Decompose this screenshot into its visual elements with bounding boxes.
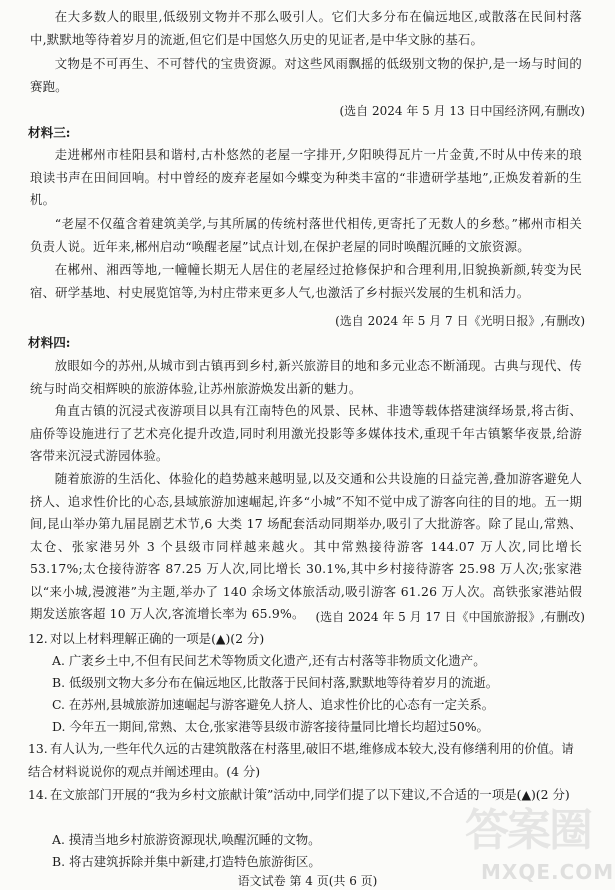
material3-paragraph-1: 走进郴州市桂阳县和谐村,古朴悠然的老屋一字排开,夕阳映得瓦片一片金黄,不时从中传来的琅琅读书声在田间回响。村中曾经的废弃老屋如今蝶变为种类丰富的“非遗研学基地”,正焕发着新的生机。 bbox=[30, 147, 582, 207]
material4-paragraph-3: 随着旅游的生活化、体验化的趋势越来越明显,以及交通和公共设施的日益完善,叠加游客避免人挤人、追求性价比的心态,县域旅游加速崛起,许多“小城”不知不觉中成了游客向往的目的地。五一期间,昆山举办第九届昆剧艺术节,6 大类 17 场配套活动同期举办,吸引了大批游客。除了昆山,常熟、太仓、张家港另外 3 个县级市同样越来越火。其中常熟接待游客 144.07 万人次,同比增长 53.17%;太仓接待游客 87.25 万人次,同比增长 30.1%,其中乡村接待游客 25.98 万人次;张家港以“来小城,漫渡港”为主题,举办了 140 余场文体旅活动,吸引游客 61.26 万人次。高铁张家港站假期发送旅客超 10 万人次,客流增长率为 65.9%。 bbox=[30, 471, 582, 621]
question-12-number: 12. bbox=[28, 631, 48, 646]
material4-paragraph-2: 角直古镇的沉浸式夜游项目以具有江南特色的风景、民林、非遗等载体搭建演绎场景,将古街、庙侨等设施进行了艺术亮化提升改造,同时利用激光投影等多媒体技术,重现千年古镇繁华夜景,给游客带来沉浸式游园体验。 bbox=[30, 403, 582, 463]
material3-heading: 材料三: bbox=[28, 125, 71, 140]
question-13-stem bbox=[28, 738, 584, 783]
material4-heading: 材料四: bbox=[28, 335, 71, 350]
material4-paragraph-1: 放眼如今的苏州,从城市到古镇再到乡村,新兴旅游目的地和多元业态不断涌现。古典与现代、传统与时尚交相辉映的旅游体验,让苏州旅游焕发出新的魅力。 bbox=[30, 358, 582, 396]
material3-paragraph-3: 在郴州、湘西等地,一幢幢长期无人居住的老屋经过抢修保护和合理利用,旧貌换新颜,转变为民宿、研学基地、村史展览馆等,为村庄带来更多人气,也激活了乡村振兴发展的生机和活力。 bbox=[30, 262, 582, 300]
question-14-option-b: B. 将古建筑拆除并集中新建,打造特色旅游街区。 bbox=[52, 854, 321, 869]
material2-source: (选自 2024 年 5 月 13 日中国经济网,有删改) bbox=[339, 104, 585, 118]
watermark-small-text: MXQE.COM bbox=[481, 860, 615, 884]
watermark-logo bbox=[459, 790, 615, 886]
material3-paragraph-2: “老屋不仅蕴含着建筑美学,与其所属的传统村落世代相传,更寄托了无数人的乡愁。”郴州市相关负责人说。近年来,郴州启动“唤醒老屋”试点计划,在保护老屋的同时唤醒沉睡的文旅资源。 bbox=[30, 216, 582, 254]
question-12-option-b: B. 低级别文物大多分布在偏远地区,比散落于民间村落,默默地等待着岁月的流逝。 bbox=[52, 675, 499, 690]
question-12-option-d: D. 今年五一期间,常熟、太仓,张家港等县级市游客接待量同比增长均超过50%。 bbox=[52, 719, 489, 734]
question-14-number: 14. bbox=[28, 787, 48, 802]
material3-source: (选自 2024 年 5 月 7 日《光明日报》,有删改) bbox=[335, 314, 585, 328]
page-footer: 语文试卷 第 4 页(共 6 页) bbox=[237, 874, 378, 888]
question-13-number: 13. bbox=[28, 741, 48, 756]
question-13-text: 有人认为,一些年代久远的古建筑散落在村落里,破旧不堪,维修成本较大,没有修缮利用的价值。请结合材料说说你的观点并阐述理由。(4 分) bbox=[28, 741, 574, 779]
question-12-text: 对以上材料理解正确的一项是(▲)(2 分) bbox=[50, 631, 265, 646]
question-12-option-a: A. 广袤乡土中,不但有民间艺术等物质文化遗产,还有古村落等非物质文化遗产。 bbox=[52, 653, 486, 668]
question-12-option-c: C. 在苏州,县城旅游加速崛起与游客避免人挤人、追求性价比的心态有一定关系。 bbox=[52, 697, 495, 712]
material2-paragraph-1: 在大多数人的眼里,低级别文物并不那么吸引人。它们大多分布在偏远地区,或散落在民间村落中,默默地等待着岁月的流逝,但它们是中国悠久历史的见证者,是中华文脉的基石。 bbox=[30, 9, 582, 47]
watermark-big-text: 答案圈 bbox=[465, 805, 591, 856]
material4-source: (选自 2024 年 5 月 17 日《中国旅游报》,有删改) bbox=[315, 610, 585, 624]
question-14-option-a: A. 摸清当地乡村旅游资源现状,唤醒沉睡的文物。 bbox=[52, 832, 321, 847]
question-12-stem bbox=[28, 628, 584, 651]
material2-paragraph-2: 文物是不可再生、不可替代的宝贵资源。对这些风雨飘摇的低级别文物的保护,是一场与时间的赛跑。 bbox=[30, 56, 582, 94]
question-14-text: 在文旅部门开展的“我为乡村文旅献计策”活动中,同学们提了以下建议,不合适的一项是(▲)(2 分) bbox=[50, 787, 570, 802]
